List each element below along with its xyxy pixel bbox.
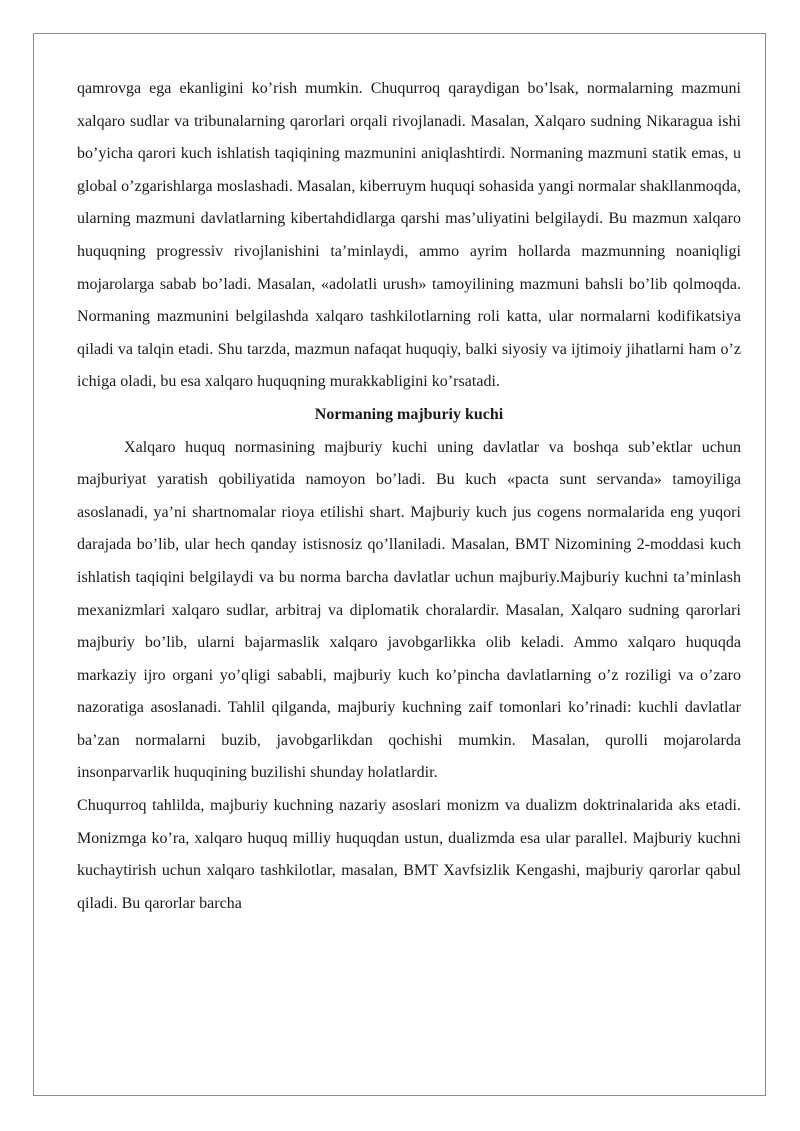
paragraph-content-scope: qamrovga ega ekanligini ko’rish mumkin. Chuqurroq qaraydigan bo’lsak, normalarning mazmuni xalqaro sudlar va tribunalarning qarorlari orqali rivojlanadi. Masalan, Xalqaro sudning Nikaragua ishi bo’yicha qarori kuch ishlatish taqiqining mazmunini aniqlashtirdi. Normaning mazmuni statik emas, u global o’zgarishlarga moslashadi. Masalan, kiberruym huquqi sohasida yangi normalar shakllanmoqda, ularning mazmuni davlatlarning kibertahdidlarga qarshi mas’uliyatini belgilaydi. Bu mazmun xalqaro huquqning progressiv rivojlanishini ta’minlaydi, ammo ayrim hollarda mazmunning noaniqligi mojarolarga sabab bo’ladi. Masalan, «adolatli urush» tamoyilining mazmuni bahsli bo’lib qolmoqda. Normaning mazmunini belgilashda xalqaro tashkilotlarning roli katta, ular normalarni kodifikatsiya qiladi va talqin etadi. Shu tarzda, mazmun nafaqat huquqiy, balki siyosiy va ijtimoiy jihatlarni ham o’z ichiga oladi, bu esa xalqaro huquqning murakkabligini ko’rsatadi.	[77, 80, 741, 391]
paragraph-deeper-analysis: Chuqurroq tahlilda, majburiy kuchning nazariy asoslari monizm va dualizm doktrinalarida aks etadi. Monizmga ko’ra, xalqaro huquq milliy huquqdan ustun, dualizmda esa ular parallel. Majburiy kuchni kuchaytirish uchun xalqaro tashkilotlar, masalan, BMT Xavfsizlik Kengashi, majburiy qarorlar qabul qiladi. Bu qarorlar barcha	[77, 797, 741, 912]
paragraph-binding-force: Xalqaro huquq normasining majburiy kuchi uning davlatlar va boshqa sub’ektlar uchun majburiyat yaratish qobiliyatida namoyon bo’ladi. Bu kuch «pacta sunt servanda» tamoyiliga asoslanadi, ya’ni shartnomalar rioya etilishi shart. Majburiy kuch jus cogens normalarida eng yuqori darajada bo’lib, ular hech qanday istisnosiz qo’llaniladi. Masalan, BMT Nizomining 2-moddasi kuch ishlatish taqiqini belgilaydi va bu norma barcha davlatlar uchun majburiy.Majburiy kuchni ta’minlash mexanizmlari xalqaro sudlar, arbitraj va diplomatik choralardir. Masalan, Xalqaro sudning qarorlari majburiy bo’lib, ularni bajarmaslik xalqaro javobgarlikka olib keladi. Ammo xalqaro huquqda markaziy ijro organi yo’qligi sababli, majburiy kuch ko’pincha davlatlarning o’z roziligi va o’zaro nazoratiga asoslanadi. Tahlil qilganda, majburiy kuchning zaif tomonlari ko’rinadi: kuchli davlatlar ba’zan normalarni buzib, javobgarlikdan qochishi mumkin. Masalan, qurolli mojarolarda insonparvarlik huquqining buzilishi shunday holatlardir.	[77, 438, 741, 782]
document-body	[77, 73, 741, 920]
section-heading: Normaning majburiy kuchi	[314, 405, 504, 423]
